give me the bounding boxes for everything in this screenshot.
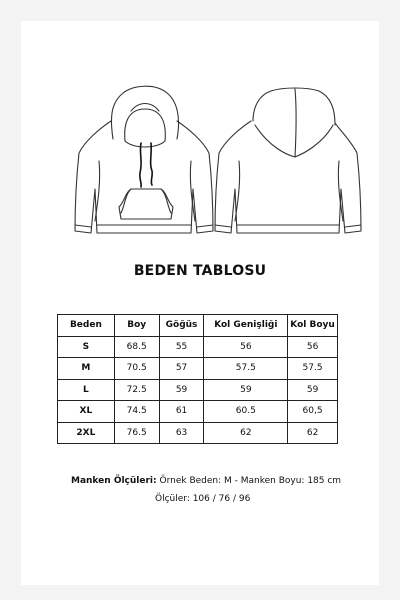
header-kol-boyu: Kol Boyu: [288, 315, 338, 337]
header-boy: Boy: [114, 315, 159, 337]
size-cell: XL: [58, 401, 115, 423]
table-cell: 62: [288, 422, 338, 444]
size-cell: S: [58, 336, 115, 358]
hoodie-back-icon: [215, 88, 361, 233]
header-kol-genisligi: Kol Genişliği: [204, 315, 288, 337]
table-cell: 59: [204, 379, 288, 401]
header-gogus: Göğüs: [159, 315, 204, 337]
table-cell: 60.5: [204, 401, 288, 423]
table-cell: 56: [204, 336, 288, 358]
size-cell: M: [58, 358, 115, 380]
size-cell: L: [58, 379, 115, 401]
table-row: [58, 358, 338, 380]
table-cell: 63: [159, 422, 204, 444]
table-row: [58, 379, 338, 401]
hoodie-illustration: [21, 21, 379, 251]
size-chart-card: [21, 21, 379, 585]
table-row: [58, 422, 338, 444]
table-header-row: [58, 315, 338, 337]
table-cell: 57: [159, 358, 204, 380]
model-label: Manken Ölçüleri:: [71, 476, 157, 486]
table-cell: 57.5: [204, 358, 288, 380]
table-cell: 60,5: [288, 401, 338, 423]
table-cell: 76.5: [114, 422, 159, 444]
table-cell: 61: [159, 401, 204, 423]
table-cell: 74.5: [114, 401, 159, 423]
table-cell: 57.5: [288, 358, 338, 380]
table-cell: 72.5: [114, 379, 159, 401]
table-row: [58, 401, 338, 423]
model-body-measurements: Ölçüler: 106 / 76 / 96: [155, 494, 251, 504]
hoodie-front-icon: [75, 86, 213, 233]
model-sample-size: Örnek Beden: M - Manken Boyu: 185 cm: [159, 476, 342, 486]
table-cell: 59: [288, 379, 338, 401]
table-cell: 56: [288, 336, 338, 358]
size-table: [57, 314, 338, 444]
table-cell: 59: [159, 379, 204, 401]
table-cell: 55: [159, 336, 204, 358]
size-cell: 2XL: [58, 422, 115, 444]
table-cell: 68.5: [114, 336, 159, 358]
model-line-1: [71, 476, 341, 486]
header-beden: Beden: [58, 315, 115, 337]
table-row: [58, 336, 338, 358]
size-chart-title: BEDEN TABLOSU: [133, 263, 267, 279]
table-cell: 70.5: [114, 358, 159, 380]
table-cell: 62: [204, 422, 288, 444]
